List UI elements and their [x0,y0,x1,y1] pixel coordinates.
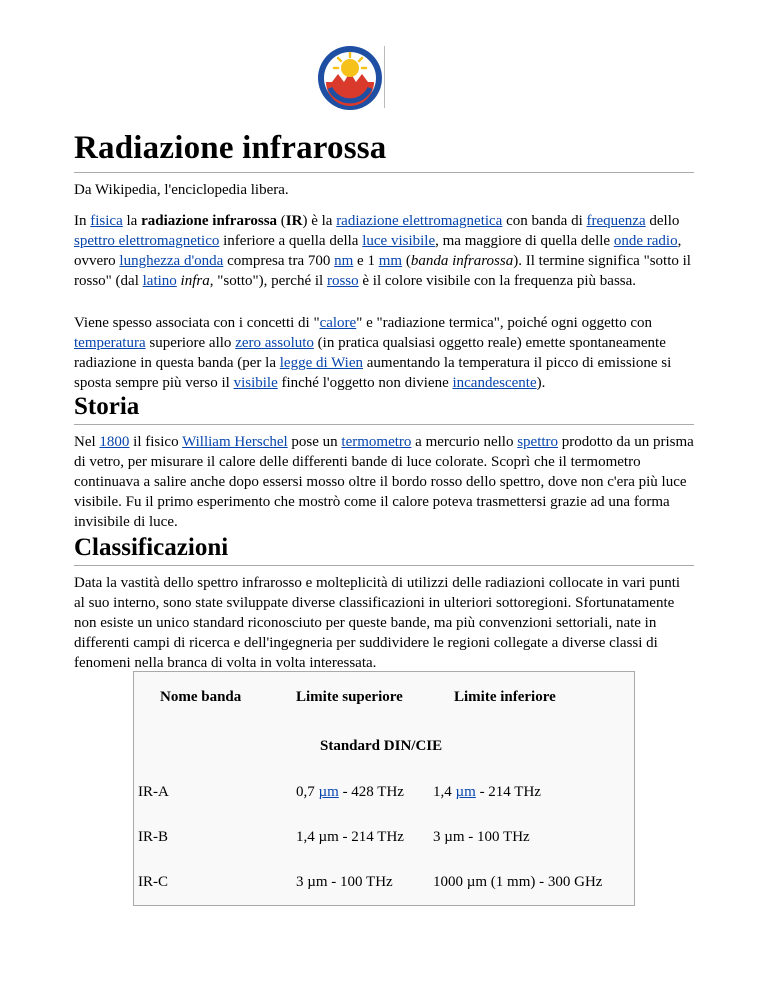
wiki-link[interactable]: calore [319,315,357,331]
wiki-link[interactable]: zero assoluto [235,335,314,351]
table-cell: IR-B [138,829,168,845]
bold-term: IR [285,213,303,229]
section-rule [74,565,694,566]
wiki-link[interactable]: frequenza [586,213,646,229]
table-cell: IR-A [138,784,169,800]
section-heading-storia: Storia [74,393,140,420]
wiki-link[interactable]: luce visibile [362,233,436,249]
italic-term: infra [180,273,210,289]
wiki-link[interactable]: legge di Wien [279,355,364,371]
table-cell: 0,7 µm - 428 THz [296,784,404,800]
wiki-link[interactable]: termometro [341,434,412,450]
table-cell: 3 µm - 100 THz [433,829,530,845]
classificazioni-paragraph: Data la vastità dello spettro infrarosso e molteplicità di utilizzi delle radiazioni collocate in vari punti al suo interno, sono state sviluppate diverse classificazioni in ulteriori sottoregioni. Sfortunatamente non esiste un unico standard riconosciuto per queste bande, ma più convenzioni settoriali, nate in differenti campi di ricerca e dell'ingegneria per suddividere le regioni collegate a diverse classi di fenomeni nella branca di volta in volta interessata. [74,575,681,671]
table-section-header: Standard DIN/CIE [320,738,443,754]
wiki-link[interactable]: lunghezza d'onda [119,253,224,269]
table-cell: 1000 µm (1 mm) - 300 GHz [433,874,603,890]
intro-paragraph-1: In fisica la radiazione infrarossa (IR) è la radiazione elettromagnetica con banda di frequenza dello spettro elettromagnetico inferiore a quella della luce visibile, ma maggiore di quella delle onde radio, ovvero lunghezza d'onda compresa tra 700 nm e 1 mm (banda infrarossa). Il termine significa "sotto il rosso" (dal latino infra, "sotto"), perché il rosso è il colore visibile con la frequenza più bassa. [74,213,691,289]
title-rule [74,172,694,173]
wiki-link[interactable]: µm [455,784,476,800]
storia-paragraph: Nel 1800 il fisico William Herschel pose un termometro a mercurio nello spettro prodotto da un prisma di vetro, per misurare il calore delle differenti bande di luce colorate. Scoprì che il termometro continuava a salire anche dopo essersi mosso oltre il bordo rosso dello spettro, dove non c'era più luce visibile. Fu il primo esperimento che mostrò come il calore poteva trasmettersi grazie ad una forma invisibile di luce. [74,434,694,530]
logo-divider [384,46,385,108]
italic-term: banda infrarossa [410,253,514,269]
wiki-link[interactable]: nm [334,253,354,269]
wiki-link[interactable]: spettro elettromagnetico [74,233,220,249]
wikipedia-logo[interactable] [316,44,384,112]
section-rule [74,424,694,425]
wiki-link[interactable]: mm [378,253,403,269]
intro-paragraph-2: Viene spesso associata con i concetti di "calore" e "radiazione termica", poiché ogni oggetto con temperatura superiore allo zero assoluto (in pratica qualsiasi oggetto reale) emette spontaneamente radiazione in questa banda (per la legge di Wien aumentando la temperatura il picco di emissione si sposta sempre più verso il visibile finché l'oggetto non diviene incandescente). [74,315,672,391]
logo-icon [316,44,384,112]
wiki-link[interactable]: µm [318,784,339,800]
wiki-link[interactable]: William Herschel [182,434,288,450]
wiki-link[interactable]: rosso [326,273,359,289]
ir-bands-table [133,671,635,906]
section-heading-classificazioni: Classificazioni [74,534,229,561]
bold-term: radiazione infrarossa [141,213,278,229]
table-cell: IR-C [138,874,168,890]
table-header: Limite inferiore [454,689,556,705]
table-cell: 1,4 µm - 214 THz [296,829,404,845]
wiki-link[interactable]: spettro [517,434,559,450]
wiki-link[interactable]: temperatura [74,335,146,351]
wiki-link[interactable]: fisica [90,213,123,229]
page-title: Radiazione infrarossa [74,130,387,166]
table-header: Nome banda [160,689,242,705]
table-cell: 3 µm - 100 THz [296,874,393,890]
wiki-link[interactable]: visibile [233,375,278,391]
wiki-link[interactable]: onde radio [613,233,678,249]
tagline: Da Wikipedia, l'enciclopedia libera. [74,182,289,198]
wiki-link[interactable]: radiazione elettromagnetica [336,213,503,229]
table-cell: 1,4 µm - 214 THz [433,784,541,800]
table-header: Limite superiore [296,689,403,705]
wiki-link[interactable]: latino [142,273,177,289]
wiki-link[interactable]: incandescente [452,375,537,391]
wiki-link[interactable]: 1800 [99,434,130,450]
